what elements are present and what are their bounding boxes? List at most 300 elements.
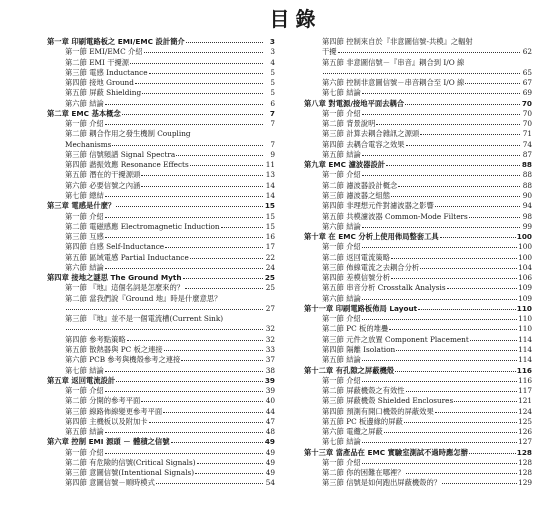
- toc-entry-label: 第六節 結論: [322, 221, 361, 231]
- toc-page-number: 128: [518, 468, 532, 478]
- toc-section-entry[interactable]: [304, 58, 532, 68]
- toc-section-entry[interactable]: [47, 458, 275, 468]
- toc-section-entry[interactable]: [304, 191, 532, 201]
- toc-section-entry[interactable]: [47, 68, 275, 78]
- toc-dot-leader: [442, 478, 517, 484]
- toc-page-number: 6: [270, 98, 275, 108]
- toc-section-entry[interactable]: [47, 129, 275, 139]
- toc-section-entry[interactable]: [47, 355, 275, 365]
- toc-entry-label: 第一節 介紹: [322, 457, 361, 467]
- toc-dot-leader: [116, 201, 263, 207]
- toc-section-entry[interactable]: [304, 263, 532, 273]
- toc-chapter-entry[interactable]: [47, 273, 275, 283]
- toc-section-entry[interactable]: [304, 468, 532, 478]
- toc-section-entry[interactable]: [47, 58, 275, 68]
- toc-dot-leader: [190, 253, 263, 259]
- toc-continuation-entry[interactable]: [47, 324, 275, 334]
- toc-column-left: [47, 37, 275, 489]
- toc-dot-leader: [176, 150, 263, 156]
- toc-section-entry[interactable]: [304, 222, 532, 232]
- toc-dot-leader: [141, 181, 263, 187]
- toc-section-entry[interactable]: [304, 294, 532, 304]
- toc-entry-label: 第三節 線路佈線變更參考平面: [65, 406, 163, 416]
- toc-section-entry[interactable]: [304, 314, 532, 324]
- toc-dot-leader: [362, 222, 520, 228]
- toc-page-number: 114: [518, 344, 532, 354]
- toc-dot-leader: [183, 273, 263, 279]
- toc-section-entry[interactable]: [304, 201, 532, 211]
- toc-section-entry[interactable]: [304, 335, 532, 345]
- toc-entry-label: 第五節 結論: [322, 355, 361, 365]
- toc-section-entry[interactable]: [304, 119, 532, 129]
- toc-dot-leader: [398, 181, 520, 187]
- toc-page-number: 65: [522, 67, 532, 77]
- toc-entry-label: 第四節 主機板以及附加卡: [65, 416, 148, 426]
- toc-entry-label: 第三節 電感 Inductance: [65, 67, 148, 77]
- toc-section-entry[interactable]: [304, 242, 532, 252]
- toc-section-entry[interactable]: [47, 212, 275, 222]
- toc-page-number: 49: [265, 457, 275, 467]
- toc-entry-label: 第五節 屏蔽 Shielding: [65, 88, 142, 98]
- toc-dot-leader: [362, 294, 517, 300]
- toc-page-number: 74: [522, 139, 532, 149]
- toc-entry-label: 第四節 差模信號分析: [322, 273, 390, 283]
- toc-page-number: 22: [265, 252, 275, 262]
- toc-page-number: 47: [265, 416, 275, 426]
- toc-page-number: 100: [518, 242, 532, 252]
- toc-section-entry[interactable]: [304, 407, 532, 417]
- toc-page-number: 39: [265, 386, 275, 396]
- toc-dot-leader: [418, 304, 516, 310]
- toc-chapter-entry[interactable]: [304, 232, 532, 242]
- toc-chapter-entry[interactable]: [304, 448, 532, 458]
- toc-dot-leader: [470, 335, 517, 341]
- toc-dot-leader: [474, 37, 520, 43]
- toc-entry-label: 第一節 EMI/EMC 介紹: [65, 47, 143, 57]
- toc-chapter-entry[interactable]: [47, 109, 275, 119]
- toc-dot-leader: [362, 150, 520, 156]
- toc-dot-leader: [454, 396, 517, 402]
- toc-entry-label: 第五節 串音分析 Crosstalk Analysis: [322, 283, 446, 293]
- toc-section-entry[interactable]: [47, 253, 275, 263]
- toc-page-number: 3: [269, 37, 275, 46]
- toc-entry-label: 第四節 非理想元件對濾波器之影響: [322, 201, 434, 211]
- toc-entry-label: 第四節 自感 Self-Inductance: [65, 242, 165, 252]
- toc-page-number: 11: [265, 160, 275, 170]
- toc-page-number: 114: [518, 334, 532, 344]
- toc-page-number: 44: [265, 406, 275, 416]
- toc-chapter-entry[interactable]: [304, 366, 532, 376]
- toc-section-entry[interactable]: [47, 150, 275, 160]
- toc-section-entry[interactable]: [47, 396, 275, 406]
- toc-page-number: 5: [270, 88, 275, 98]
- toc-dot-leader: [447, 283, 517, 289]
- toc-entry-label: 第六節 結論: [65, 262, 104, 272]
- toc-page-number: 49: [265, 447, 275, 457]
- toc-dot-leader: [440, 232, 516, 238]
- toc-entry-label: 第三節 元件之放置 Component Placement: [322, 334, 469, 344]
- toc-section-entry[interactable]: [47, 88, 275, 98]
- toc-page-number: 14: [265, 180, 275, 190]
- toc-section-entry[interactable]: [304, 437, 532, 447]
- toc-entry-label: 第二節 有危險的信號(Critical Signals): [65, 457, 196, 467]
- toc-dot-leader: [105, 448, 263, 454]
- toc-continuation-entry[interactable]: [47, 140, 275, 150]
- toc-page-number: 3: [270, 47, 275, 57]
- toc-page-number: 33: [265, 344, 275, 354]
- toc-page-number: 5: [270, 78, 275, 88]
- toc-chapter-entry[interactable]: [304, 304, 532, 314]
- toc-dot-leader: [435, 407, 517, 413]
- toc-dot-leader: [362, 170, 520, 176]
- toc-page-number: 109: [518, 283, 532, 293]
- toc-section-entry[interactable]: [47, 181, 275, 191]
- toc-entry-label: 第四節 預測有開口機殼的屏蔽效果: [322, 406, 434, 416]
- toc-section-entry[interactable]: [47, 386, 275, 396]
- toc-entry-label: 第四章 接地之謎思 The Ground Myth: [47, 273, 182, 283]
- toc-entry-label: 第二節 耦合作用之發生機制 Coupling: [65, 129, 191, 139]
- toc-page-number: 124: [518, 406, 532, 416]
- toc-dot-leader: [406, 386, 517, 392]
- toc-dot-leader: [391, 253, 517, 259]
- toc-dot-leader: [362, 437, 517, 443]
- toc-page-number: 15: [265, 211, 275, 221]
- toc-entry-label: 第四節 去耦合電容之效果: [322, 139, 405, 149]
- toc-dot-leader: [105, 366, 263, 372]
- toc-entry-label: 第七節 結論: [322, 437, 361, 447]
- toc-dot-leader: [66, 324, 263, 330]
- toc-chapter-entry[interactable]: [304, 99, 532, 109]
- toc-entry-label: 第六節 控制非意圖信號－串音耦合至 I/O 線: [322, 78, 465, 88]
- toc-dot-leader: [469, 212, 520, 218]
- toc-entry-label: 第一節 介紹: [65, 447, 104, 457]
- toc-dot-leader: [144, 47, 263, 53]
- toc-chapter-entry[interactable]: [47, 437, 275, 447]
- toc-dot-leader: [362, 109, 520, 115]
- toc-section-entry[interactable]: [47, 119, 275, 129]
- toc-dot-leader: [376, 119, 520, 125]
- toc-section-entry[interactable]: [47, 427, 275, 437]
- toc-dot-leader: [105, 427, 263, 433]
- toc-entry-label: 第二節 濾波器設計概念: [322, 180, 398, 190]
- toc-dot-leader: [186, 37, 263, 43]
- toc-dot-leader: [127, 335, 263, 341]
- toc-section-entry[interactable]: [304, 283, 532, 293]
- toc-dot-leader: [171, 437, 263, 443]
- toc-section-entry[interactable]: [47, 160, 275, 170]
- toc-page-number: 99: [522, 221, 532, 231]
- toc-entry-label: 第一節 介紹: [322, 375, 361, 385]
- toc-entry-label: 第四節 接地 Ground: [65, 78, 134, 88]
- toc-entry-label: 第三節 計算去耦合雜訊之源頭: [322, 129, 420, 139]
- toc-entry-label: 第五節 散熱器與 PC 板之連接: [65, 344, 163, 354]
- toc-section-entry[interactable]: [47, 78, 275, 88]
- toc-page-number: 127: [518, 437, 532, 447]
- toc-entry-label: 第五節 結論: [65, 427, 104, 437]
- toc-column-right: [304, 37, 532, 489]
- toc-section-entry[interactable]: [47, 366, 275, 376]
- toc-dot-leader: [384, 427, 517, 433]
- toc-page-number: 15: [265, 221, 275, 231]
- toc-entry-label: 第六節 結論: [65, 98, 104, 108]
- toc-dot-leader: [362, 376, 517, 382]
- toc-dot-leader: [391, 273, 517, 279]
- toc-page-number: 104: [518, 262, 532, 272]
- toc-dot-leader: [105, 99, 263, 105]
- toc-entry-label: 第十一章 印刷電路板佈局 Layout: [304, 303, 418, 313]
- toc-entry-label: 第九章 EMC 濾波器設計: [304, 160, 386, 170]
- toc-entry-label: 第二節 EMI 干擾源: [65, 57, 130, 67]
- toc-entry-label: 第一章 印刷電路板之 EMI/EMC 設計簡介: [47, 37, 185, 46]
- toc-entry-label: 第二章 EMC 基本概念: [47, 108, 121, 118]
- toc-section-entry[interactable]: [47, 314, 275, 324]
- toc-entry-label: 第二節 分開的參考平面: [65, 396, 141, 406]
- toc-dot-leader: [395, 366, 516, 372]
- toc-section-entry[interactable]: [47, 417, 275, 427]
- page-title: 目錄: [269, 7, 322, 31]
- toc-entry-label: 第一節 『地』這個名詞是怎麼來的？: [65, 283, 185, 293]
- toc-page-number: 24: [265, 262, 275, 272]
- toc-page-number: 39: [264, 375, 275, 385]
- toc-entry-label: 第一節 介紹: [65, 386, 104, 396]
- toc-dot-leader: [122, 109, 263, 115]
- toc-dot-leader: [112, 140, 263, 146]
- toc-section-entry[interactable]: [47, 294, 275, 304]
- toc-dot-leader: [135, 78, 263, 84]
- toc-chapter-entry[interactable]: [47, 376, 275, 386]
- toc-section-entry[interactable]: [47, 47, 275, 57]
- toc-page-number: 116: [518, 375, 532, 385]
- toc-dot-leader: [465, 78, 520, 84]
- toc-page-number: 25: [264, 273, 275, 283]
- toc-dot-leader: [156, 478, 263, 484]
- toc-page-number: 49: [265, 468, 275, 478]
- toc-entry-label: 第五節 PC 板邊緣的屏蔽: [322, 416, 403, 426]
- toc-entry-label: 第六節 必要信號之內涵: [65, 180, 141, 190]
- toc-page-number: 88: [522, 180, 532, 190]
- toc-page-number: 87: [522, 149, 532, 159]
- toc-page-number: 27: [265, 303, 275, 313]
- toc-dot-leader: [420, 263, 517, 269]
- toc-dot-leader: [362, 355, 517, 361]
- toc-entry-label: 第六章 控制 EMI 源頭 － 體積之信號: [47, 437, 170, 447]
- toc-dot-leader: [66, 304, 263, 310]
- toc-entry-label: 第三節 屏蔽機殼 Shielded Enclosures: [322, 396, 454, 406]
- toc-page-number: 7: [269, 108, 275, 118]
- toc-entry-label: 第二節 你的困難在哪裡？: [322, 468, 405, 478]
- toc-page-number: 88: [522, 170, 532, 180]
- toc-section-entry[interactable]: [47, 232, 275, 242]
- toc-page-number: 98: [522, 211, 532, 221]
- toc-section-entry[interactable]: [304, 355, 532, 365]
- toc-page-number: 121: [518, 396, 532, 406]
- toc-entry-label: 第十二章 有孔隙之屏蔽機殼: [304, 365, 395, 375]
- toc-entry-label: 第二節 返回電流策略: [322, 252, 390, 262]
- toc-entry-label: 第五節 非意圖信號－『串音』耦合到 I/O 線: [322, 57, 465, 67]
- toc-section-entry[interactable]: [304, 376, 532, 386]
- toc-section-entry[interactable]: [47, 263, 275, 273]
- toc-section-entry[interactable]: [304, 170, 532, 180]
- toc-dot-leader: [221, 222, 263, 228]
- toc-section-entry[interactable]: [304, 109, 532, 119]
- toc-dot-leader: [185, 283, 263, 289]
- toc-entry-label: 第六節 結論: [322, 293, 361, 303]
- toc-entry-label: 第四節 隔離 Isolation: [322, 344, 396, 354]
- toc-dot-leader: [195, 468, 263, 474]
- toc-dot-leader: [149, 417, 263, 423]
- toc-entry-label: 干擾: [322, 47, 337, 57]
- toc-page-number: 117: [518, 386, 532, 396]
- toc-chapter-entry[interactable]: [47, 37, 275, 47]
- toc-dot-leader: [362, 458, 517, 464]
- toc-page-number: 70: [522, 119, 532, 129]
- toc-page-number: 128: [516, 447, 532, 457]
- toc-section-entry[interactable]: [304, 88, 532, 98]
- toc-page-number: 13: [265, 170, 275, 180]
- toc-dot-leader: [105, 212, 263, 218]
- toc-section-entry[interactable]: [304, 78, 532, 88]
- toc-entry-label: 第三節 意圖信號(Intentional Signals): [65, 468, 195, 478]
- toc-page-number: 69: [522, 88, 532, 98]
- toc-page-number: 32: [265, 334, 275, 344]
- toc-section-entry[interactable]: [47, 242, 275, 252]
- toc-dot-leader: [323, 68, 520, 74]
- toc-entry-label: 第二節 背景說明: [322, 119, 376, 129]
- toc-entry-label: 第四節 意圖信號－順時模式: [65, 478, 155, 488]
- toc-entry-label: 第五章 返回電流設計: [47, 375, 116, 385]
- toc-section-entry[interactable]: [47, 170, 275, 180]
- toc-entry-label: 第六節 PCB 參考與機殼參考之連接: [65, 355, 181, 365]
- toc-dot-leader: [116, 376, 263, 382]
- toc-page-number: 109: [518, 293, 532, 303]
- toc-entry-label: 第四節 諧振效應 Resonance Effects: [65, 160, 189, 170]
- toc-section-entry[interactable]: [304, 253, 532, 263]
- toc-entry-label: 第三節 『地』並不是一個電流槽(Current Sink): [65, 314, 224, 324]
- toc-section-entry[interactable]: [304, 417, 532, 427]
- toc-dot-leader: [105, 386, 263, 392]
- toc-section-entry[interactable]: [304, 345, 532, 355]
- toc-dot-leader: [190, 160, 263, 166]
- toc-chapter-entry[interactable]: [47, 201, 275, 211]
- toc-section-entry[interactable]: [304, 140, 532, 150]
- toc-dot-leader: [396, 345, 517, 351]
- toc-continuation-entry[interactable]: [304, 47, 532, 57]
- toc-entry-label: 第三節 信號頻譜 Signal Spectra: [65, 149, 176, 159]
- toc-page-number: 37: [265, 355, 275, 365]
- toc-dot-leader: [197, 458, 263, 464]
- toc-dot-leader: [141, 170, 263, 176]
- toc-page-number: 67: [522, 78, 532, 88]
- toc-section-entry[interactable]: [304, 386, 532, 396]
- toc-page-number: 110: [516, 303, 532, 313]
- toc-entry-label: 第十章 在 EMC 分析上使用佈局整套工具: [304, 232, 439, 242]
- toc-section-entry[interactable]: [47, 407, 275, 417]
- toc-section-entry[interactable]: [304, 150, 532, 160]
- toc-entry-label: 第五節 共模濾波器 Common-Mode Filters: [322, 211, 468, 221]
- toc-section-entry[interactable]: [304, 273, 532, 283]
- toc-dot-leader: [406, 468, 517, 474]
- toc-section-entry[interactable]: [304, 129, 532, 139]
- toc-dot-leader: [142, 88, 263, 94]
- toc-section-entry[interactable]: [304, 324, 532, 334]
- toc-dot-leader: [105, 232, 263, 238]
- toc-entry-label: 第三節 互感: [65, 232, 104, 242]
- toc-entry-label: 第二節 電磁感應 Electromagnetic Induction: [65, 221, 220, 231]
- toc-page-number: 25: [265, 283, 275, 293]
- toc-entry-label: 第二節 PC 板的堆疊: [322, 324, 389, 334]
- toc-dot-leader: [435, 201, 520, 207]
- toc-dot-leader: [362, 88, 520, 94]
- toc-entry-label: 第一節 介紹: [322, 108, 361, 118]
- toc-page-number: 110: [518, 324, 532, 334]
- toc-section-entry[interactable]: [47, 478, 275, 488]
- toc-continuation-entry[interactable]: [47, 304, 275, 314]
- toc-entry-label: 第四節 參考點策略: [65, 334, 126, 344]
- toc-page-number: 48: [265, 427, 275, 437]
- toc-dot-leader: [404, 417, 517, 423]
- toc-entry-label: 第五節 潛在的干擾源頭: [65, 170, 141, 180]
- toc-page-number: 90: [522, 190, 532, 200]
- toc-page-number: 94: [522, 201, 532, 211]
- toc-page-number: 17: [265, 242, 275, 252]
- toc-section-entry[interactable]: [47, 222, 275, 232]
- toc-page-number: 54: [265, 478, 275, 488]
- toc-page-number: 116: [516, 365, 532, 375]
- toc-page-number: 15: [264, 201, 275, 211]
- toc-dot-leader: [362, 314, 517, 320]
- toc-section-entry[interactable]: [304, 427, 532, 437]
- toc-section-entry[interactable]: [304, 181, 532, 191]
- toc-section-entry[interactable]: [47, 335, 275, 345]
- toc-section-entry[interactable]: [304, 212, 532, 222]
- toc-dot-leader: [192, 129, 263, 135]
- toc-section-entry[interactable]: [304, 37, 532, 47]
- toc-section-entry[interactable]: [304, 478, 532, 488]
- toc-page-number: 106: [518, 273, 532, 283]
- toc-entry-label: Mechanisms: [65, 139, 112, 149]
- toc-section-entry[interactable]: [47, 283, 275, 293]
- toc-dot-leader: [406, 140, 520, 146]
- toc-chapter-entry[interactable]: [304, 160, 532, 170]
- toc-dot-leader: [149, 68, 263, 74]
- toc-entry-label: 第七節 總結: [65, 190, 104, 200]
- toc-section-entry[interactable]: [47, 468, 275, 478]
- toc-continuation-entry[interactable]: [304, 68, 532, 78]
- toc-page-number: 7: [270, 119, 275, 129]
- toc-dot-leader: [164, 345, 263, 351]
- toc-section-entry[interactable]: [47, 99, 275, 109]
- toc-entry-label: 第一節 介紹: [322, 170, 361, 180]
- toc-section-entry[interactable]: [47, 345, 275, 355]
- toc-section-entry[interactable]: [304, 396, 532, 406]
- toc-entry-label: 第十三章 當產品在 EMC 實驗室測試不過時應怎辦: [304, 447, 468, 457]
- toc-page-number: 9: [270, 149, 275, 159]
- toc-entry-label: 第七節 結論: [65, 365, 104, 375]
- toc-page-number: 70: [521, 98, 532, 108]
- toc-section-entry[interactable]: [304, 458, 532, 468]
- toc-entry-label: 第一節 介紹: [322, 242, 361, 252]
- toc-entry-label: 第三節 濾波器之組態: [322, 190, 390, 200]
- toc-dot-leader: [420, 129, 520, 135]
- toc-dot-leader: [141, 396, 263, 402]
- toc-section-entry[interactable]: [47, 191, 275, 201]
- toc-entry-label: 第三節 佈線電流之去耦合分析: [322, 262, 420, 272]
- toc-entry-label: 第八章 對電源/接地平面去耦合: [304, 98, 405, 108]
- toc-section-entry[interactable]: [47, 448, 275, 458]
- toc-entry-label: 第一節 介紹: [322, 314, 361, 324]
- toc-entry-label: 第一節 介紹: [65, 211, 104, 221]
- toc-dot-leader: [386, 160, 520, 166]
